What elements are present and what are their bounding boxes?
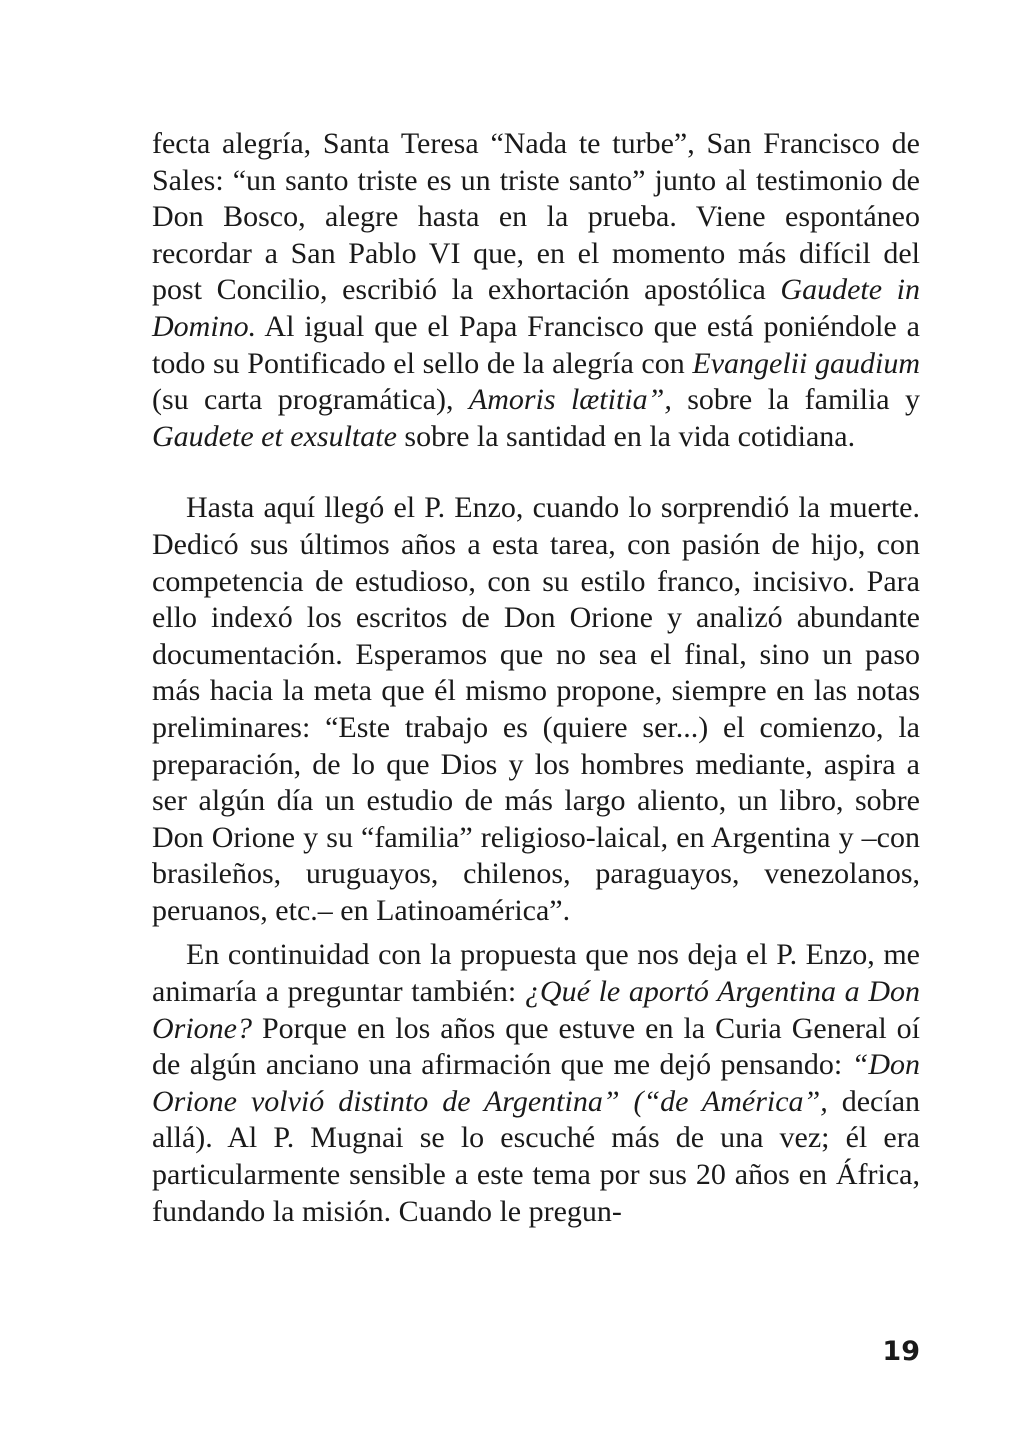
paragraph-3-text-2: Porque en los años que estuve en la Curia General oí de algún anciano una afirmación que me dejó pensando: bbox=[152, 1011, 920, 1082]
title-evangelii-gaudium: Evangelii gaudium bbox=[692, 346, 920, 380]
page-number: 19 bbox=[882, 1336, 920, 1367]
quote-don-orione-volvio-distinto: “Don Orione volvió distinto de Argentina” (“de América”, bbox=[152, 1048, 920, 1118]
body-text bbox=[152, 126, 920, 1230]
title-gaudete-in-domino: Gaudete in Domino. bbox=[152, 273, 920, 343]
title-amoris-laetitia: Amoris lætitia”, bbox=[468, 383, 672, 417]
paragraph-3 bbox=[152, 937, 920, 1230]
paragraph-3-text-1: En continuidad con la propuesta que nos deja el P. Enzo, me animaría a preguntar también: bbox=[152, 938, 920, 1009]
paragraph-spacer bbox=[152, 455, 920, 490]
title-gaudete-et-exsultate: Gaudete et exsultate bbox=[152, 419, 397, 453]
paragraph-1 bbox=[152, 126, 920, 455]
paragraph-1-text-1: fecta alegría, Santa Teresa “Nada te turbe”, San Francisco de Sales: “un santo triste es un triste santo” junto al testimonio de Don Bosco, alegre hasta en la prueba. Viene espontáneo recordar a San Pablo VI que, en el momento más difícil del post Concilio, escribió la exhortación apostólica bbox=[152, 127, 920, 307]
paragraph-1-text-2: Al igual que el Papa Francisco que está poniéndole a todo su Pontificado el sello de la alegría con bbox=[152, 309, 920, 380]
paragraph-2: Hasta aquí llegó el P. Enzo, cuando lo sorprendió la muerte. Dedicó sus últimos años a esta tarea, con pasión de hijo, con competencia de estudioso, con su estilo franco, incisivo. Para ello indexó los escritos de Don Orione y analizó abundante documentación. Esperamos que no sea el final, sino un paso más hacia la meta que él mismo propone, siempre en las notas preliminares: “Este trabajo es (quiere ser...) el comienzo, la preparación, de lo que Dios y los hombres mediante, aspira a ser algún día un estudio de más largo aliento, un libro, sobre Don Orione y su “familia” religioso-laical, en Argentina y –con brasileños, uruguayos, chilenos, paraguayos, venezolanos, peruanos, etc.– en Latinoamérica”. bbox=[152, 491, 920, 927]
paragraph-1-text-5: sobre la santidad en la vida cotidiana. bbox=[396, 419, 856, 453]
paragraph-spacer bbox=[152, 929, 920, 937]
question-que-le-aporto-argentina: ¿Qué le aportó Argentina a Don Orione? bbox=[152, 975, 920, 1045]
paragraph-1-text-4: sobre la familia y bbox=[671, 383, 921, 417]
paragraph-3-text-3: decían allá). Al P. Mugnai se lo escuché más de una vez; él era particularmente sensible a este tema por sus 20 años en África, fundando la misión. Cuando le pregun- bbox=[152, 1084, 921, 1228]
paragraph-1-text-3: (su carta programática), bbox=[152, 383, 469, 417]
